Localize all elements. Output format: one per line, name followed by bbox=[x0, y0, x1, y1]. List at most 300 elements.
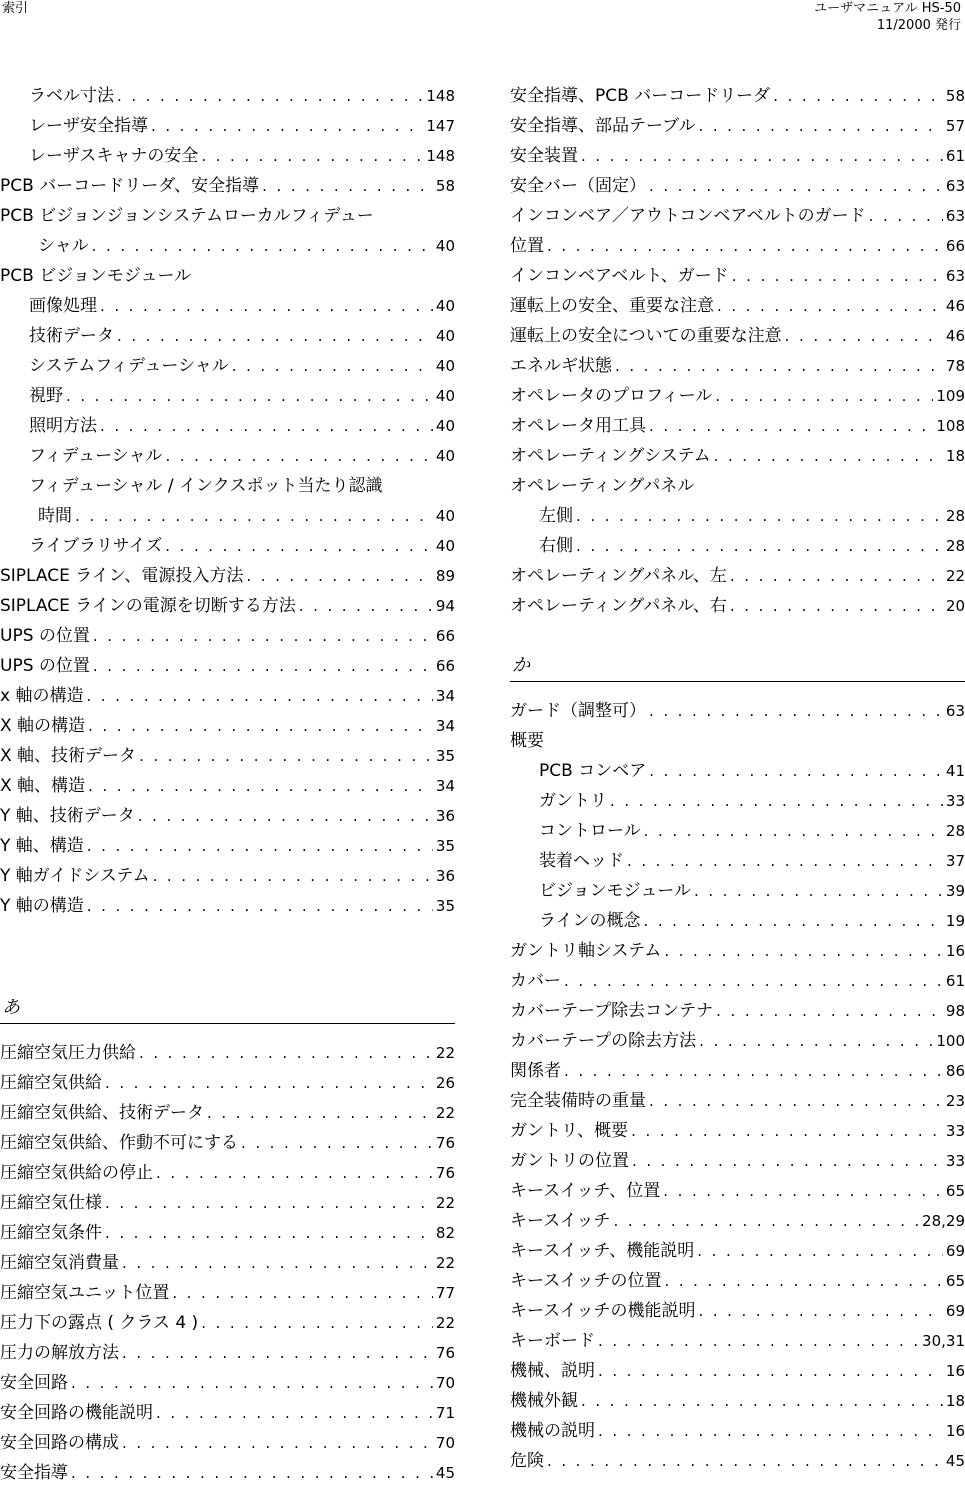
index-entry-text: SIPLACE ラインの電源を切断する方法 bbox=[0, 596, 296, 616]
index-entry-page-number: 76 bbox=[435, 1134, 455, 1152]
index-entry bbox=[510, 756, 965, 786]
dot-leader bbox=[664, 1266, 942, 1296]
index-entry-page-number: 16 bbox=[945, 1422, 965, 1440]
header-document-info bbox=[814, 0, 961, 34]
index-entry-page-number: 46 bbox=[945, 327, 965, 345]
index-entry-page-number: 37 bbox=[945, 852, 965, 870]
dot-leader bbox=[117, 321, 433, 351]
dot-leader bbox=[117, 81, 423, 111]
index-entry bbox=[0, 381, 455, 411]
index-entry-page-number: 63 bbox=[945, 177, 965, 195]
index-entry-page-number: 147 bbox=[426, 117, 455, 135]
dot-leader bbox=[153, 861, 433, 891]
index-entry bbox=[0, 801, 455, 831]
dot-leader bbox=[547, 1446, 943, 1476]
index-entry bbox=[510, 201, 965, 231]
index-entry-page-number: 40 bbox=[435, 327, 455, 345]
index-entry bbox=[510, 261, 965, 291]
index-entry-text: 運転上の安全、重要な注意 bbox=[510, 296, 714, 316]
index-entry-text: 安全回路の構成 bbox=[0, 1433, 119, 1453]
index-entry-text: 装着ヘッド bbox=[539, 851, 624, 871]
index-entry-page-number: 76 bbox=[435, 1344, 455, 1362]
index-entry-list bbox=[0, 81, 455, 921]
dot-leader bbox=[207, 1098, 433, 1128]
index-entry bbox=[510, 171, 965, 201]
dot-leader bbox=[87, 831, 433, 861]
index-entry-text: X 軸、技術データ bbox=[0, 746, 137, 766]
dot-leader bbox=[262, 171, 433, 201]
index-entry bbox=[510, 816, 965, 846]
index-entry-page-number: 98 bbox=[945, 1002, 965, 1020]
index-entry-text: Y 軸ガイドシステム bbox=[0, 866, 150, 886]
index-entry-page-number: 57 bbox=[945, 117, 965, 135]
index-entry bbox=[0, 1158, 455, 1188]
index-entry-text: オペレーティングパネル bbox=[510, 476, 695, 496]
index-entry-text: Y 軸、構造 bbox=[0, 836, 84, 856]
index-entry bbox=[510, 1326, 965, 1356]
index-entry-text: オペレーティングシステム bbox=[510, 446, 711, 466]
index-entry bbox=[0, 531, 455, 561]
index-entry bbox=[510, 141, 965, 171]
index-entry-page-number: 89 bbox=[435, 567, 455, 585]
dot-leader bbox=[100, 291, 433, 321]
index-entry-page-number: 19 bbox=[945, 912, 965, 930]
index-entry bbox=[510, 1296, 965, 1326]
index-entry bbox=[510, 1146, 965, 1176]
index-entry-text: ガントリ bbox=[539, 791, 607, 811]
dot-leader bbox=[716, 996, 943, 1026]
dot-leader bbox=[714, 441, 943, 471]
index-entry-list bbox=[510, 81, 965, 621]
dot-leader bbox=[165, 441, 432, 471]
index-entry-page-number: 40 bbox=[435, 387, 455, 405]
index-entry bbox=[510, 1266, 965, 1296]
index-entry bbox=[510, 966, 965, 996]
index-entry-page-number: 40 bbox=[435, 237, 455, 255]
dot-leader bbox=[663, 1176, 943, 1206]
index-entry bbox=[0, 1458, 455, 1488]
index-entry-text: 圧力の解放方法 bbox=[0, 1343, 119, 1363]
dot-leader bbox=[71, 1368, 433, 1398]
dot-leader bbox=[649, 696, 943, 726]
index-entry-text: カバー bbox=[510, 971, 561, 991]
index-entry-list bbox=[0, 1038, 455, 1488]
dot-leader bbox=[698, 111, 942, 141]
index-entry-text: 運転上の安全についての重要な注意 bbox=[510, 326, 782, 346]
index-entry bbox=[510, 471, 965, 501]
index-entry-page-number: 63 bbox=[945, 267, 965, 285]
index-entry-page-number: 69 bbox=[945, 1302, 965, 1320]
index-entry-text: 機械外観 bbox=[510, 1391, 578, 1411]
index-entry-text: PCB ビジョンモジュール bbox=[0, 266, 192, 286]
dot-leader bbox=[122, 1248, 433, 1278]
dot-leader bbox=[613, 1206, 919, 1236]
index-entry-text: エネルギ状態 bbox=[510, 356, 612, 376]
index-entry-page-number: 30,31 bbox=[922, 1332, 965, 1350]
dot-leader bbox=[649, 1086, 943, 1116]
index-entry-page-number: 70 bbox=[435, 1434, 455, 1452]
index-entry-page-number: 63 bbox=[945, 207, 965, 225]
index-entry-page-number: 100 bbox=[936, 1032, 965, 1050]
index-entry bbox=[510, 936, 965, 966]
index-entry-page-number: 40 bbox=[435, 417, 455, 435]
index-entry-page-number: 28,29 bbox=[922, 1212, 965, 1230]
index-entry-page-number: 34 bbox=[435, 777, 455, 795]
index-entry bbox=[0, 591, 455, 621]
index-entry-text: PCB ビジョンジョンシステムローカルフィデュー bbox=[0, 206, 374, 226]
index-entry-text: キースイッチ、機能説明 bbox=[510, 1241, 695, 1261]
index-entry bbox=[0, 411, 455, 441]
dot-leader bbox=[730, 561, 943, 591]
index-entry-page-number: 70 bbox=[435, 1374, 455, 1392]
index-entry-text: キースイッチの機能説明 bbox=[510, 1301, 696, 1321]
index-entry-text: 関係者 bbox=[510, 1061, 561, 1081]
index-entry-page-number: 58 bbox=[945, 87, 965, 105]
index-entry bbox=[0, 561, 455, 591]
index-entry-page-number: 22 bbox=[435, 1104, 455, 1122]
dot-leader bbox=[138, 801, 433, 831]
dot-leader bbox=[632, 1146, 943, 1176]
header-section-title: 索引 bbox=[2, 1, 29, 16]
dot-leader bbox=[246, 561, 433, 591]
index-entry-text: ガントリ、概要 bbox=[510, 1121, 629, 1141]
index-entry-text: インコンベア／アウトコンベアベルトのガード bbox=[510, 206, 866, 226]
index-entry-text: 安全指導 bbox=[0, 1463, 68, 1483]
header-issue-date: 11/2000 発行 bbox=[876, 18, 961, 33]
index-entry-page-number: 61 bbox=[945, 147, 965, 165]
index-entry-page-number: 41 bbox=[945, 762, 965, 780]
index-entry-page-number: 69 bbox=[945, 1242, 965, 1260]
index-entry bbox=[0, 501, 455, 531]
index-entry bbox=[510, 501, 965, 531]
index-entry-page-number: 35 bbox=[435, 897, 455, 915]
index-entry-text: UPS の位置 bbox=[0, 626, 90, 646]
index-entry-text: 圧縮空気供給、技術データ bbox=[0, 1103, 204, 1123]
dot-leader bbox=[92, 231, 433, 261]
dot-leader bbox=[699, 1026, 933, 1056]
index-entry-page-number: 33 bbox=[945, 1152, 965, 1170]
index-entry bbox=[0, 261, 455, 291]
dot-leader bbox=[122, 1338, 433, 1368]
dot-leader bbox=[644, 816, 943, 846]
index-entry bbox=[510, 1026, 965, 1056]
index-entry bbox=[0, 681, 455, 711]
index-entry-text: オペレーティングパネル、右 bbox=[510, 596, 727, 616]
dot-leader bbox=[610, 786, 943, 816]
index-entry bbox=[0, 831, 455, 861]
index-entry bbox=[0, 1218, 455, 1248]
index-entry bbox=[510, 411, 965, 441]
index-entry bbox=[0, 201, 455, 231]
index-entry-page-number: 34 bbox=[435, 717, 455, 735]
index-entry-text: 圧縮空気圧力供給 bbox=[0, 1043, 136, 1063]
dot-leader bbox=[105, 1218, 433, 1248]
index-entry-page-number: 82 bbox=[435, 1224, 455, 1242]
index-entry-page-number: 35 bbox=[435, 837, 455, 855]
index-entry bbox=[0, 1098, 455, 1128]
index-entry-text: 圧縮空気供給 bbox=[0, 1073, 102, 1093]
index-entry-page-number: 34 bbox=[435, 687, 455, 705]
index-entry-text: 画像処理 bbox=[29, 296, 97, 316]
index-entry bbox=[510, 291, 965, 321]
index-entry-text: 左側 bbox=[539, 506, 573, 526]
index-entry-text: ラベル寸法 bbox=[29, 86, 114, 106]
index-entry-text: インコンベアベルト、ガード bbox=[510, 266, 729, 286]
index-entry-text: レーザスキャナの安全 bbox=[29, 146, 199, 166]
index-entry-text: フィデューシャル / インクスポット当たり認識 bbox=[29, 476, 383, 496]
index-entry-text: キーボード bbox=[510, 1331, 595, 1351]
index-entry-text: 機械の説明 bbox=[510, 1421, 595, 1441]
index-entry bbox=[0, 291, 455, 321]
section-heading-a: あ bbox=[0, 993, 455, 1024]
dot-leader bbox=[105, 1188, 433, 1218]
index-entry-text: オペレーティングパネル、左 bbox=[510, 566, 727, 586]
dot-leader bbox=[717, 291, 943, 321]
index-entry bbox=[510, 321, 965, 351]
index-entry bbox=[0, 1038, 455, 1068]
index-entry bbox=[0, 1278, 455, 1308]
index-entry-text: 概要 bbox=[510, 731, 544, 751]
dot-leader bbox=[598, 1356, 943, 1386]
index-entry bbox=[0, 1068, 455, 1098]
index-entry-page-number: 45 bbox=[945, 1452, 965, 1470]
index-entry-page-number: 35 bbox=[435, 747, 455, 765]
index-entry-page-number: 22 bbox=[945, 567, 965, 585]
index-entry-list bbox=[510, 696, 965, 1476]
dot-leader bbox=[581, 141, 943, 171]
index-entry-text: 安全装置 bbox=[510, 146, 578, 166]
index-entry bbox=[510, 1056, 965, 1086]
dot-leader bbox=[664, 936, 943, 966]
index-entry-page-number: 65 bbox=[945, 1272, 965, 1290]
index-entry-text: Y 軸、技術データ bbox=[0, 806, 135, 826]
dot-leader bbox=[93, 651, 433, 681]
index-entry-page-number: 148 bbox=[426, 147, 455, 165]
dot-leader bbox=[649, 171, 943, 201]
index-entry-page-number: 61 bbox=[945, 972, 965, 990]
index-entry bbox=[510, 726, 965, 756]
dot-leader bbox=[698, 1296, 942, 1326]
index-entry-text: ガントリ軸システム bbox=[510, 941, 662, 961]
index-entry-page-number: 66 bbox=[435, 627, 455, 645]
index-entry bbox=[510, 441, 965, 471]
index-entry-page-number: 36 bbox=[435, 867, 455, 885]
index-entry-text: X 軸の構造 bbox=[0, 716, 86, 736]
index-entry bbox=[0, 1398, 455, 1428]
index-entry bbox=[0, 651, 455, 681]
index-entry bbox=[0, 621, 455, 651]
index-entry-page-number: 76 bbox=[435, 1164, 455, 1182]
index-entry-page-number: 23 bbox=[945, 1092, 965, 1110]
index-entry bbox=[0, 231, 455, 261]
index-entry-text: 圧縮空気ユニット位置 bbox=[0, 1283, 170, 1303]
dot-leader bbox=[547, 231, 943, 261]
dot-leader bbox=[156, 1158, 433, 1188]
dot-leader bbox=[93, 621, 433, 651]
index-entry-page-number: 66 bbox=[945, 237, 965, 255]
index-entry-page-number: 148 bbox=[426, 87, 455, 105]
index-entry-text: SIPLACE ライン、電源投入方法 bbox=[0, 566, 244, 586]
index-entry-text: システムフィデューシャル bbox=[29, 356, 229, 376]
index-entry-text: 視野 bbox=[29, 386, 63, 406]
index-entry-text: カバーテープ除去コンテナ bbox=[510, 1001, 714, 1021]
index-entry-text: X 軸、構造 bbox=[0, 776, 86, 796]
index-column-right bbox=[510, 81, 965, 1476]
index-entry bbox=[510, 591, 965, 621]
dot-leader bbox=[139, 1038, 433, 1068]
dot-leader bbox=[151, 111, 423, 141]
dot-leader bbox=[715, 381, 933, 411]
index-entry-page-number: 86 bbox=[945, 1062, 965, 1080]
index-entry bbox=[510, 1206, 965, 1236]
index-entry-text: 圧縮空気供給、作動不可にする bbox=[0, 1133, 238, 1153]
index-entry bbox=[510, 876, 965, 906]
index-entry-page-number: 40 bbox=[435, 507, 455, 525]
index-entry-page-number: 28 bbox=[945, 537, 965, 555]
index-entry bbox=[510, 531, 965, 561]
dot-leader bbox=[172, 1278, 433, 1308]
index-entry bbox=[510, 846, 965, 876]
index-entry bbox=[0, 321, 455, 351]
dot-leader bbox=[730, 591, 943, 621]
index-entry-text: 機械、説明 bbox=[510, 1361, 595, 1381]
dot-leader bbox=[581, 1386, 943, 1416]
index-entry-page-number: 39 bbox=[945, 882, 965, 900]
index-entry-text: 技術データ bbox=[29, 326, 114, 346]
index-entry bbox=[0, 171, 455, 201]
index-entry-page-number: 36 bbox=[435, 807, 455, 825]
index-entry-text: 安全回路の機能説明 bbox=[0, 1403, 153, 1423]
index-entry-page-number: 40 bbox=[435, 297, 455, 315]
dot-leader bbox=[869, 201, 943, 231]
index-entry-text: 安全指導、PCB バーコードリーダ bbox=[510, 86, 771, 106]
index-entry-page-number: 22 bbox=[435, 1314, 455, 1332]
index-entry-text: PCB コンベア bbox=[539, 761, 647, 781]
dot-leader bbox=[576, 531, 943, 561]
index-entry-page-number: 22 bbox=[435, 1254, 455, 1272]
index-entry-text: シャル bbox=[38, 236, 89, 256]
index-entry bbox=[0, 141, 455, 171]
dot-leader bbox=[201, 141, 423, 171]
index-entry-text: 照明方法 bbox=[29, 416, 97, 436]
dot-leader bbox=[564, 966, 943, 996]
dot-leader bbox=[773, 81, 943, 111]
index-column-left bbox=[0, 81, 455, 1488]
index-entry-page-number: 46 bbox=[945, 297, 965, 315]
index-entry-text: 安全回路 bbox=[0, 1373, 68, 1393]
index-entry-page-number: 28 bbox=[945, 507, 965, 525]
index-entry bbox=[510, 1236, 965, 1266]
index-entry bbox=[0, 771, 455, 801]
index-entry-page-number: 40 bbox=[435, 537, 455, 555]
index-entry-text: 完全装備時の重量 bbox=[510, 1091, 646, 1111]
index-entry bbox=[0, 441, 455, 471]
index-entry bbox=[510, 561, 965, 591]
dot-leader bbox=[86, 681, 432, 711]
index-entry-page-number: 40 bbox=[435, 357, 455, 375]
index-entry-page-number: 40 bbox=[435, 447, 455, 465]
index-entry-text: レーザ安全指導 bbox=[29, 116, 148, 136]
index-entry-text: 圧縮空気消費量 bbox=[0, 1253, 119, 1273]
index-entry-page-number: 33 bbox=[945, 1122, 965, 1140]
index-entry-page-number: 77 bbox=[435, 1284, 455, 1302]
index-entry bbox=[510, 1386, 965, 1416]
index-entry-text: 危険 bbox=[510, 1451, 544, 1471]
index-entry-page-number: 45 bbox=[435, 1464, 455, 1482]
index-entry bbox=[0, 81, 455, 111]
index-entry bbox=[0, 711, 455, 741]
header-manual-title: ユーザマニュアル HS-50 bbox=[814, 1, 961, 16]
dot-leader bbox=[139, 741, 433, 771]
index-entry bbox=[0, 891, 455, 921]
index-entry-page-number: 18 bbox=[945, 447, 965, 465]
index-entry-page-number: 78 bbox=[945, 357, 965, 375]
dot-leader bbox=[598, 1326, 919, 1356]
index-entry-text: フィデューシャル bbox=[29, 446, 163, 466]
index-entry bbox=[0, 1338, 455, 1368]
index-entry bbox=[510, 81, 965, 111]
dot-leader bbox=[100, 411, 433, 441]
index-entry bbox=[510, 996, 965, 1026]
index-entry bbox=[510, 381, 965, 411]
index-entry-page-number: 22 bbox=[435, 1044, 455, 1062]
index-entry-text: オペレータのプロフィール bbox=[510, 386, 713, 406]
index-entry-text: コントロール bbox=[539, 821, 641, 841]
index-entry bbox=[510, 906, 965, 936]
dot-leader bbox=[694, 876, 943, 906]
dot-leader bbox=[598, 1416, 943, 1446]
dot-leader bbox=[627, 846, 943, 876]
index-entry-text: ガントリの位置 bbox=[510, 1151, 629, 1171]
index-entry bbox=[0, 111, 455, 141]
index-entry-text: 安全バー（固定） bbox=[510, 176, 646, 196]
index-entry bbox=[510, 1116, 965, 1146]
index-entry-page-number: 94 bbox=[435, 597, 455, 615]
index-entry-text: キースイッチ、位置 bbox=[510, 1181, 661, 1201]
index-entry bbox=[0, 1248, 455, 1278]
dot-leader bbox=[697, 1236, 943, 1266]
dot-leader bbox=[241, 1128, 433, 1158]
index-entry-page-number: 71 bbox=[435, 1404, 455, 1422]
dot-leader bbox=[201, 1308, 433, 1338]
index-entry-page-number: 16 bbox=[945, 942, 965, 960]
dot-leader bbox=[615, 351, 943, 381]
dot-leader bbox=[75, 501, 433, 531]
index-entry-text: ラインの概念 bbox=[539, 911, 641, 931]
index-entry-page-number: 16 bbox=[945, 1362, 965, 1380]
index-entry-text: キースイッチ bbox=[510, 1211, 611, 1231]
index-entry-text: 圧縮空気条件 bbox=[0, 1223, 102, 1243]
index-entry-page-number: 65 bbox=[945, 1182, 965, 1200]
index-entry-text: 圧縮空気供給の停止 bbox=[0, 1163, 153, 1183]
dot-leader bbox=[649, 756, 943, 786]
index-entry bbox=[510, 111, 965, 141]
index-entry bbox=[510, 351, 965, 381]
index-entry-page-number: 26 bbox=[435, 1074, 455, 1092]
index-entry-text: 圧力下の露点 ( クラス 4 ) bbox=[0, 1313, 199, 1333]
index-entry bbox=[510, 231, 965, 261]
dot-leader bbox=[785, 321, 943, 351]
index-entry-page-number: 33 bbox=[945, 792, 965, 810]
index-entry-page-number: 18 bbox=[945, 1392, 965, 1410]
dot-leader bbox=[564, 1056, 943, 1086]
index-entry-text: 圧縮空気仕様 bbox=[0, 1193, 102, 1213]
index-entry bbox=[0, 861, 455, 891]
index-entry bbox=[0, 741, 455, 771]
index-entry-page-number: 22 bbox=[435, 1194, 455, 1212]
index-entry bbox=[0, 1188, 455, 1218]
dot-leader bbox=[122, 1428, 433, 1458]
